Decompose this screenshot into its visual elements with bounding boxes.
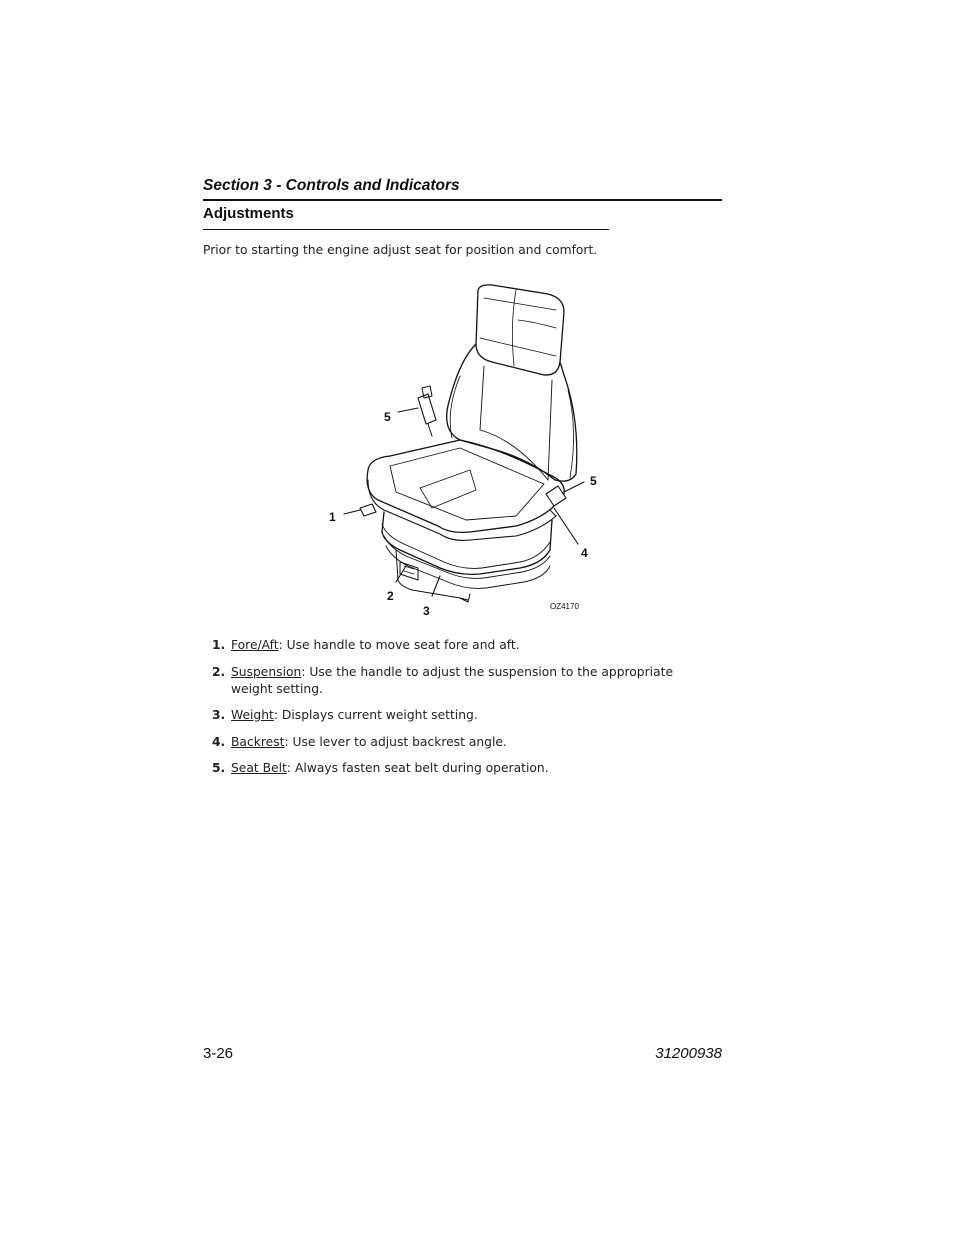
header-rule	[203, 199, 722, 201]
item-term: Suspension	[231, 664, 302, 679]
seat-illustration	[320, 280, 620, 620]
document-number: 31200938	[655, 1045, 722, 1062]
item-text: : Use the handle to adjust the suspension to the appropriate weight setting.	[231, 664, 674, 696]
callout-5-right: 5	[590, 474, 597, 488]
callout-5-left: 5	[384, 410, 391, 424]
item-number: 2.	[212, 664, 226, 679]
item-number: 4.	[212, 734, 226, 749]
callout-4: 4	[581, 546, 588, 560]
list-item	[203, 664, 703, 698]
item-number: 5.	[212, 761, 226, 775]
heading-rule	[203, 229, 609, 230]
callout-3: 3	[423, 604, 430, 618]
item-number: 1.	[212, 638, 226, 652]
item-text: : Use handle to move seat fore and aft.	[278, 638, 520, 652]
intro-text: Prior to starting the engine adjust seat for position and comfort.	[203, 243, 598, 257]
list-item	[203, 760, 703, 777]
page-number: 3-26	[203, 1045, 234, 1062]
item-text: : Displays current weight setting.	[273, 708, 478, 722]
item-number: 3.	[212, 708, 226, 722]
adjustment-list	[203, 637, 703, 787]
item-text: : Always fasten seat belt during operation.	[286, 761, 549, 775]
callout-1: 1	[329, 510, 336, 524]
list-item	[203, 707, 703, 724]
item-term: Seat Belt	[231, 761, 287, 775]
item-term: Fore/Aft	[231, 638, 279, 652]
figure-code: OZ4170	[550, 602, 579, 611]
list-item	[203, 734, 703, 751]
page-heading: Adjustments	[203, 205, 294, 222]
section-title: Section 3 - Controls and Indicators	[203, 177, 460, 194]
item-text: : Use lever to adjust backrest angle.	[284, 734, 507, 749]
callout-2: 2	[387, 589, 394, 603]
list-item	[203, 637, 703, 654]
item-term: Weight	[231, 708, 274, 722]
item-term: Backrest	[231, 734, 285, 749]
